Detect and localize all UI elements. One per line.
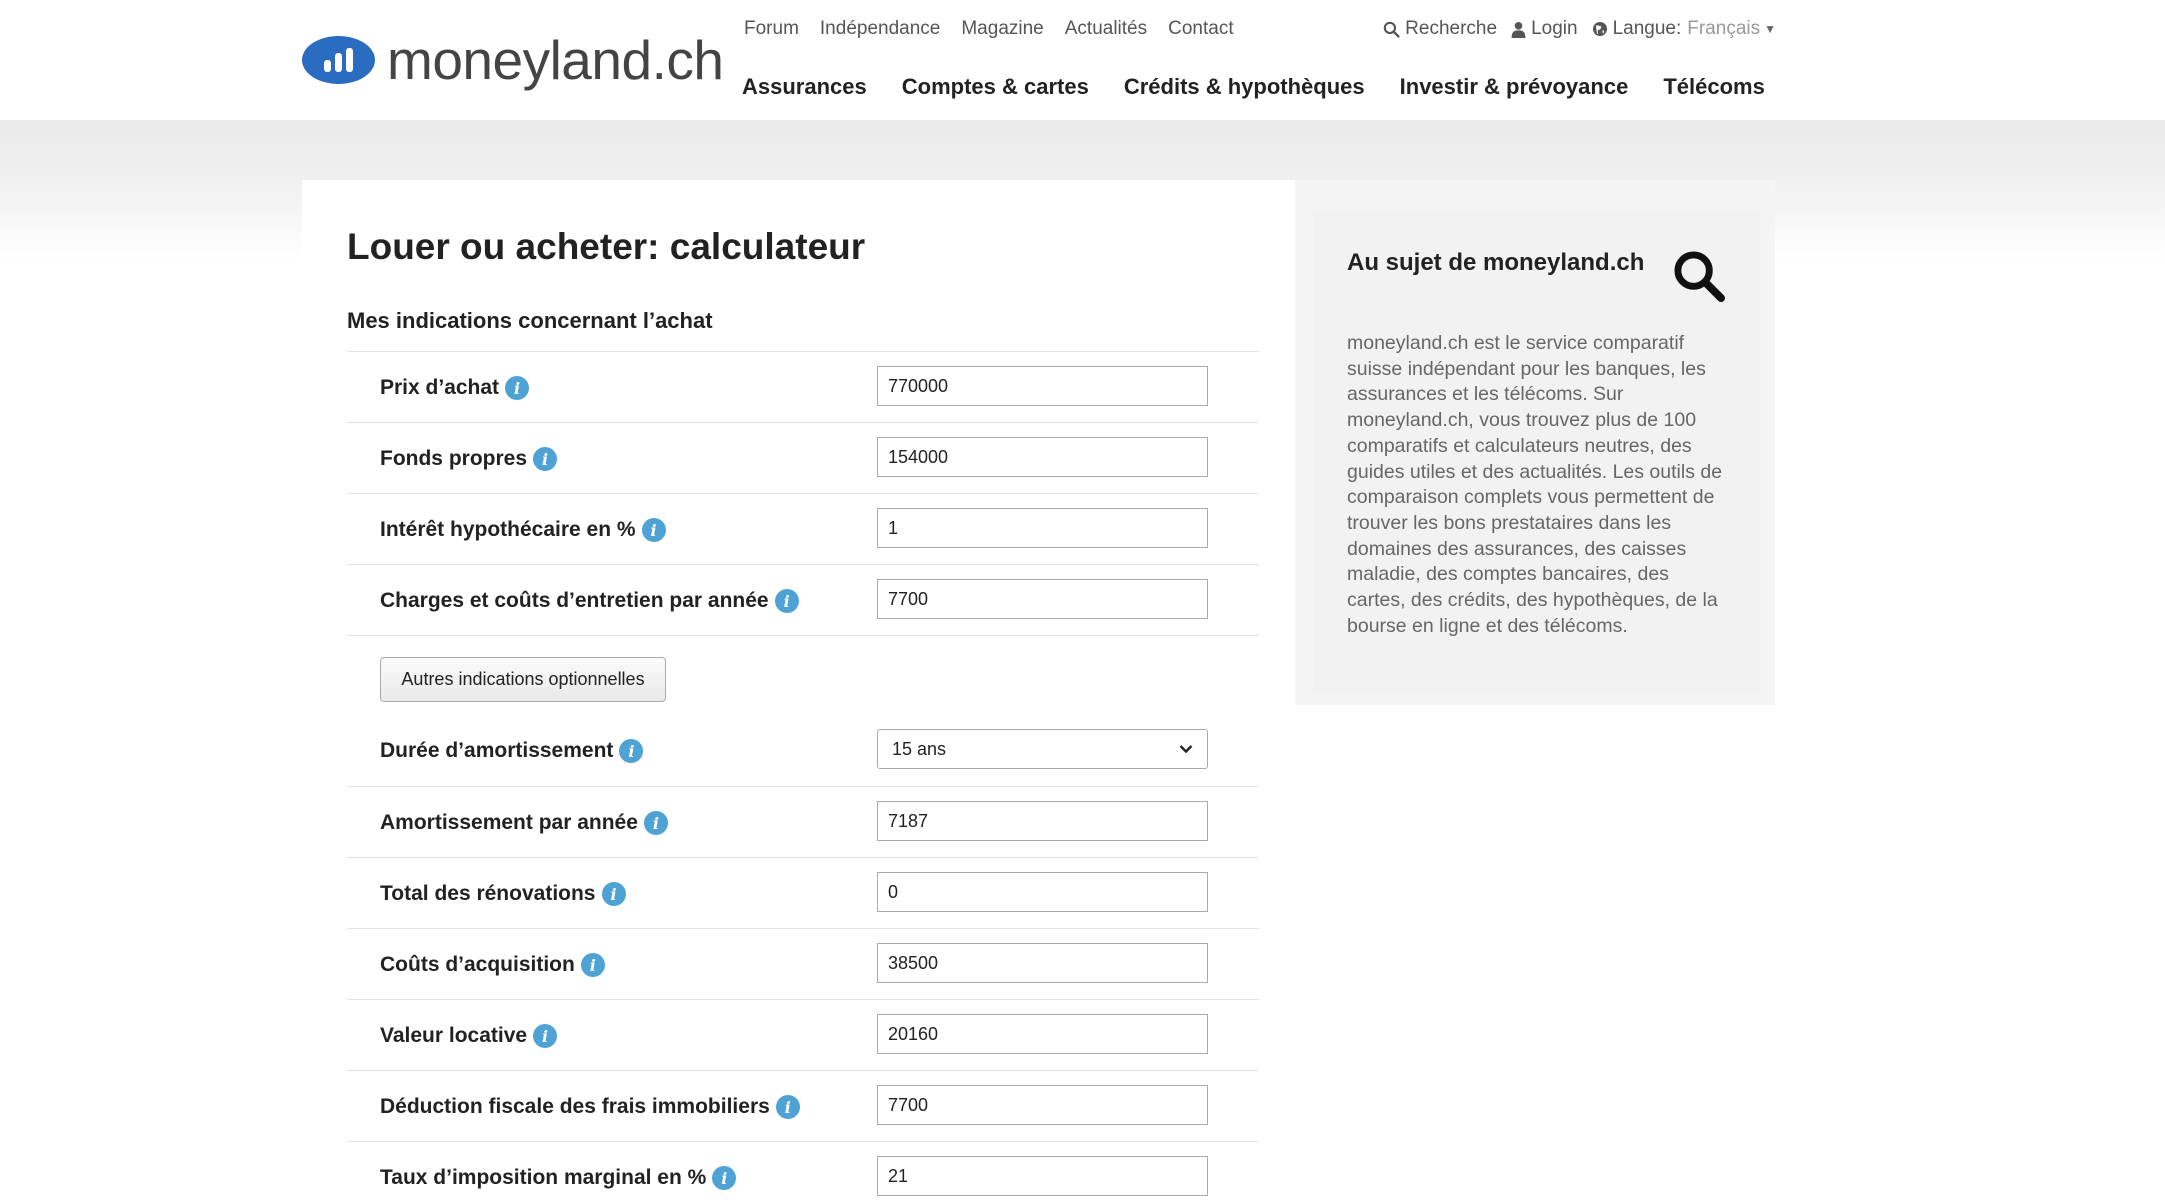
- info-icon[interactable]: i: [776, 1095, 800, 1119]
- form-row-renovations: [347, 857, 1259, 928]
- field-label: Charges et coûts d’entretien par année: [380, 589, 769, 612]
- info-icon[interactable]: i: [581, 953, 605, 977]
- search-icon[interactable]: [1672, 249, 1727, 304]
- form-row-duree: [347, 715, 1259, 786]
- info-icon[interactable]: i: [533, 1024, 557, 1048]
- main-nav-assurances[interactable]: Assurances: [742, 74, 867, 99]
- top-nav-forum[interactable]: Forum: [744, 18, 799, 39]
- valeur-locative-input[interactable]: 20160: [877, 1014, 1208, 1054]
- sidebar-description: moneyland.ch est le service comparatif suisse indépendant pour les banques, les assurances et les télécoms. Sur moneyland.ch, vous trouvez plus de 100 comparatifs et calculateurs neutres, des guides utiles et des actualités. Les outils de comparaison complets vous permettent de trouver les bons prestataires dans les domaines des assurances, des caisses maladie, des comptes bancaires, des cartes, des crédits, des hypothèques, de la bourse en ligne et des télécoms.: [1347, 332, 1723, 637]
- main-nav-credits-hypotheques[interactable]: Crédits & hypothèques: [1123, 74, 1365, 99]
- field-label: Total des rénovations: [380, 882, 596, 905]
- field-label: Prix d’achat: [380, 376, 500, 399]
- form-row-fonds-propres: [347, 422, 1259, 493]
- field-label: Valeur locative: [380, 1024, 528, 1047]
- calculator-form: [347, 351, 1259, 1200]
- about-sidebar: [1314, 211, 1760, 691]
- form-row-valeur-locative: [347, 999, 1259, 1070]
- site-header: [0, 0, 2165, 120]
- main-nav: [742, 74, 1800, 100]
- main-nav-comptes-cartes[interactable]: Comptes & cartes: [901, 74, 1089, 99]
- duree-selected-value: 15 ans: [892, 738, 947, 759]
- renovations-input[interactable]: 0: [877, 872, 1208, 912]
- form-row-couts-acquisition: [347, 928, 1259, 999]
- charges-input[interactable]: 7700: [877, 579, 1208, 619]
- search-link[interactable]: Recherche: [1383, 18, 1497, 40]
- couts-acquisition-input[interactable]: 38500: [877, 943, 1208, 983]
- caret-down-icon: ▼: [1764, 22, 1776, 36]
- info-icon[interactable]: i: [602, 882, 626, 906]
- info-icon[interactable]: i: [642, 518, 666, 542]
- form-row-deduction: [347, 1070, 1259, 1141]
- field-label: Fonds propres: [380, 447, 528, 470]
- info-icon[interactable]: i: [505, 376, 529, 400]
- field-label: Taux d’imposition marginal en %: [380, 1166, 707, 1189]
- main-nav-investir-prevoyance[interactable]: Investir & prévoyance: [1399, 74, 1629, 99]
- utility-nav: [1369, 18, 1776, 40]
- info-icon[interactable]: i: [533, 447, 557, 471]
- language-selector[interactable]: Langue: Français ▼: [1592, 18, 1776, 40]
- info-icon[interactable]: i: [775, 589, 799, 613]
- amortissement-input[interactable]: 7187: [877, 801, 1208, 841]
- top-nav-actualites[interactable]: Actualités: [1064, 18, 1148, 39]
- field-label: Amortissement par année: [380, 811, 638, 834]
- fonds-propres-input[interactable]: 154000: [877, 437, 1208, 477]
- chevron-down-icon: [1179, 744, 1193, 754]
- field-label: Déduction fiscale des frais immobiliers: [380, 1095, 770, 1118]
- taux-imposition-input[interactable]: 21: [877, 1156, 1208, 1196]
- field-label: Coûts d’acquisition: [380, 953, 575, 976]
- logo-bars-icon: [302, 36, 375, 84]
- form-row-amortissement: [347, 786, 1259, 857]
- field-label: Intérêt hypothécaire en %: [380, 518, 636, 541]
- form-row-charges: [347, 564, 1259, 635]
- interet-input[interactable]: 1: [877, 508, 1208, 548]
- info-icon[interactable]: i: [644, 811, 668, 835]
- section-title: Mes indications concernant l’achat: [347, 308, 713, 333]
- info-icon[interactable]: i: [619, 739, 643, 763]
- prix-achat-input[interactable]: 770000: [877, 366, 1208, 406]
- optional-indications-button[interactable]: Autres indications optionnelles: [380, 657, 666, 702]
- optional-row: [347, 635, 1259, 715]
- top-nav-magazine[interactable]: Magazine: [961, 18, 1044, 39]
- top-nav-independance[interactable]: Indépendance: [819, 18, 941, 39]
- form-row-prix-achat: [347, 351, 1259, 422]
- page-title: Louer ou acheter: calculateur: [347, 226, 866, 267]
- field-label: Durée d’amortissement: [380, 739, 614, 762]
- sidebar-title: Au sujet de moneyland.ch: [1347, 249, 1645, 276]
- search-icon: [1383, 21, 1400, 38]
- deduction-input[interactable]: 7700: [877, 1085, 1208, 1125]
- site-logo[interactable]: [302, 30, 723, 90]
- main-nav-telecoms[interactable]: Télécoms: [1663, 74, 1765, 99]
- top-nav: [744, 18, 1255, 40]
- form-row-interet: [347, 493, 1259, 564]
- info-icon[interactable]: i: [712, 1166, 736, 1190]
- duree-select[interactable]: [877, 729, 1208, 769]
- language-value: Français: [1687, 18, 1761, 39]
- user-icon: [1511, 21, 1526, 38]
- top-nav-contact[interactable]: Contact: [1168, 18, 1234, 39]
- logo-text: moneyland.ch: [387, 29, 724, 91]
- login-link[interactable]: Login: [1511, 18, 1578, 40]
- globe-icon: [1592, 21, 1608, 37]
- form-row-taux-imposition: [347, 1141, 1259, 1200]
